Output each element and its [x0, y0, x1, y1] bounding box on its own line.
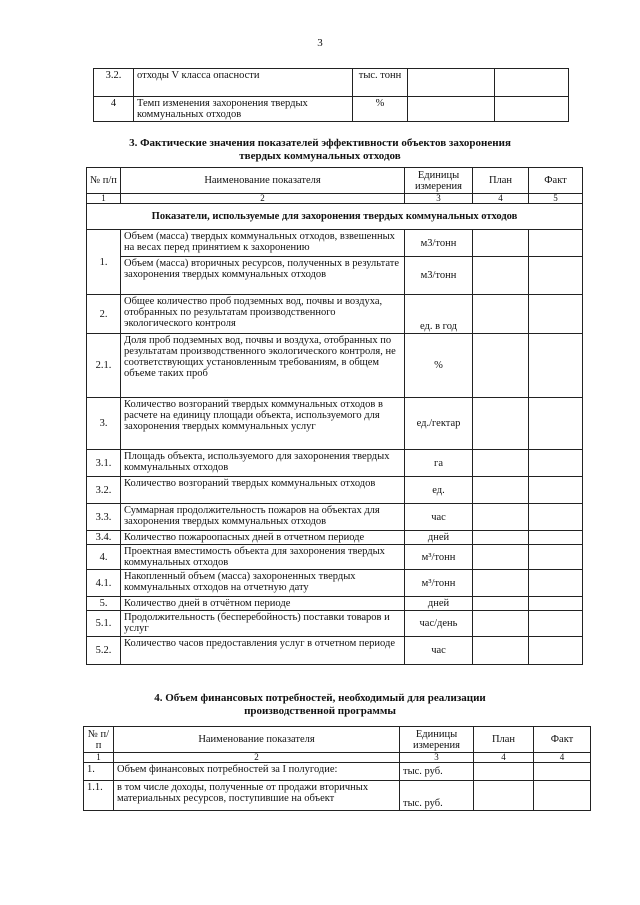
header-plan: План	[474, 727, 534, 753]
fact-cell	[529, 334, 583, 398]
table-row	[87, 531, 583, 545]
plan-cell	[473, 230, 529, 257]
unit-cell: га	[405, 450, 473, 477]
indicator-name: Доля проб подземных вод, почвы и воздуха, отобранных по результатам производственного экологического контроля, не соответствующих установленным требованиям, в общем объеме таких проб	[121, 334, 405, 398]
plan-cell	[473, 295, 529, 334]
unit-cell: ед. в год	[405, 295, 473, 334]
unit-cell: дней	[405, 597, 473, 611]
table-row	[84, 781, 591, 811]
plan-cell	[473, 334, 529, 398]
table-row	[87, 570, 583, 597]
group-title: Показатели, используемые для захоронения твердых коммунальных отходов	[87, 204, 583, 230]
header-plan: План	[473, 168, 529, 194]
row-number: 1.1.	[84, 781, 114, 811]
row-number: 3.2.	[94, 69, 134, 97]
row-number: 4.	[87, 545, 121, 570]
table-row	[87, 450, 583, 477]
plan-cell	[473, 570, 529, 597]
plan-cell	[473, 504, 529, 531]
table-row	[94, 69, 569, 97]
plan-cell	[473, 398, 529, 450]
unit-cell: ед./гектар	[405, 398, 473, 450]
unit-cell: ед.	[405, 477, 473, 504]
plan-cell	[473, 450, 529, 477]
unit-cell: дней	[405, 531, 473, 545]
table-row	[87, 398, 583, 450]
row-number: 3.4.	[87, 531, 121, 545]
header-row	[87, 168, 583, 194]
fact-cell	[529, 450, 583, 477]
indicator-name: Накопленный объем (масса) захороненных твердых коммунальных отходов на отчетную дату	[121, 570, 405, 597]
group-row	[87, 204, 583, 230]
fact-cell	[529, 230, 583, 257]
indicator-name: Общее количество проб подземных вод, почвы и воздуха, отобранных по результатам производственного экологического контроля	[121, 295, 405, 334]
section4-title: 4. Объем финансовых потребностей, необходимый для реализации производственной программы	[154, 692, 486, 717]
row-number: 5.2.	[87, 637, 121, 665]
indicator-name: Суммарная продолжительность пожаров на объектах для захоронения твердых коммунальных отходов	[121, 504, 405, 531]
table-row	[87, 257, 583, 295]
row-number: 5.1.	[87, 611, 121, 637]
row-number: 4	[94, 97, 134, 122]
fact-cell	[495, 97, 569, 122]
fact-cell	[529, 545, 583, 570]
plan-cell	[473, 477, 529, 504]
table-row	[87, 637, 583, 665]
unit-cell: м³/тонн	[405, 545, 473, 570]
efficiency-table	[86, 167, 583, 665]
plan-cell	[473, 257, 529, 295]
plan-cell	[473, 637, 529, 665]
header-unit: Единицы измерения	[400, 727, 474, 753]
fact-cell	[529, 398, 583, 450]
fact-cell	[534, 781, 591, 811]
indicator-name: Количество дней в отчётном периоде	[121, 597, 405, 611]
row-number: 1.	[84, 763, 114, 781]
indicator-name: Темп изменения захоронения твердых коммунальных отходов	[134, 97, 353, 122]
table-row	[87, 334, 583, 398]
header-name: Наименование показателя	[114, 727, 400, 753]
subheader-row: 1 2 3 4 4	[84, 753, 591, 763]
table-row	[87, 295, 583, 334]
unit-cell: %	[353, 97, 408, 122]
table-row	[87, 230, 583, 257]
table-row	[87, 597, 583, 611]
section3-title: 3. Фактические значения показателей эффективности объектов захоронения твердых коммунальных отходов	[129, 137, 511, 162]
unit-cell: тыс. руб.	[400, 763, 474, 781]
unit-cell: м3/тонн	[405, 230, 473, 257]
continuation-table	[93, 68, 569, 122]
fact-cell	[495, 69, 569, 97]
fact-cell	[529, 504, 583, 531]
header-num: № п/п	[87, 168, 121, 194]
indicator-name: Объем финансовых потребностей за I полугодие:	[114, 763, 400, 781]
unit-cell: м³/тонн	[405, 570, 473, 597]
unit-cell: тыс. руб.	[400, 781, 474, 811]
fact-cell	[529, 257, 583, 295]
header-num: № п/п	[84, 727, 114, 753]
unit-cell: тыс. тонн	[353, 69, 408, 97]
fact-cell	[529, 597, 583, 611]
plan-cell	[408, 97, 495, 122]
table-row	[87, 477, 583, 504]
plan-cell	[473, 545, 529, 570]
indicator-name: Объем (масса) вторичных ресурсов, полученных в результате захоронения твердых коммунальных отходов	[121, 257, 405, 295]
plan-cell	[473, 531, 529, 545]
row-number: 5.	[87, 597, 121, 611]
table-row	[87, 504, 583, 531]
indicator-name: Количество часов предоставления услуг в отчетном периоде	[121, 637, 405, 665]
fact-cell	[529, 637, 583, 665]
row-number: 2.1.	[87, 334, 121, 398]
unit-cell: м3/тонн	[405, 257, 473, 295]
header-name: Наименование показателя	[121, 168, 405, 194]
indicator-name: Площадь объекта, используемого для захоронения твердых коммунальных отходов	[121, 450, 405, 477]
plan-cell	[474, 781, 534, 811]
row-number: 3.2.	[87, 477, 121, 504]
table-row	[84, 763, 591, 781]
indicator-name: в том числе доходы, полученные от продажи вторичных материальных ресурсов, поступившие на объект	[114, 781, 400, 811]
header-fact: Факт	[529, 168, 583, 194]
unit-cell: %	[405, 334, 473, 398]
indicator-name: Количество пожароопасных дней в отчетном периоде	[121, 531, 405, 545]
unit-cell: час	[405, 504, 473, 531]
row-number: 3.	[87, 398, 121, 450]
indicator-name: Проектная вместимость объекта для захоронения твердых коммунальных отходов	[121, 545, 405, 570]
fact-cell	[529, 531, 583, 545]
row-number: 3.1.	[87, 450, 121, 477]
plan-cell	[473, 597, 529, 611]
table-row	[87, 611, 583, 637]
fact-cell	[529, 477, 583, 504]
plan-cell	[408, 69, 495, 97]
indicator-name: отходы V класса опасности	[134, 69, 353, 97]
plan-cell	[473, 611, 529, 637]
unit-cell: час/день	[405, 611, 473, 637]
indicator-name: Продолжительность (бесперебойность) поставки товаров и услуг	[121, 611, 405, 637]
indicator-name: Количество возгораний твердых коммунальных отходов в расчете на единицу площади объекта, используемого для захоронения твердых коммунальных услуг	[121, 398, 405, 450]
table-row	[94, 97, 569, 122]
fact-cell	[529, 611, 583, 637]
page-number: 3	[317, 37, 323, 49]
fact-cell	[529, 295, 583, 334]
indicator-name: Объем (масса) твердых коммунальных отходов, взвешенных на весах перед принятием к захоронению	[121, 230, 405, 257]
financial-table	[83, 726, 591, 811]
plan-cell	[474, 763, 534, 781]
fact-cell	[534, 763, 591, 781]
header-unit: Единицы измерения	[405, 168, 473, 194]
indicator-name: Количество возгораний твердых коммунальных отходов	[121, 477, 405, 504]
header-fact: Факт	[534, 727, 591, 753]
row-number: 3.3.	[87, 504, 121, 531]
row-number: 4.1.	[87, 570, 121, 597]
row-number: 1.	[87, 230, 121, 295]
table-row	[87, 545, 583, 570]
header-row	[84, 727, 591, 753]
fact-cell	[529, 570, 583, 597]
row-number: 2.	[87, 295, 121, 334]
subheader-row: 1 2 3 4 5	[87, 194, 583, 204]
unit-cell: час	[405, 637, 473, 665]
